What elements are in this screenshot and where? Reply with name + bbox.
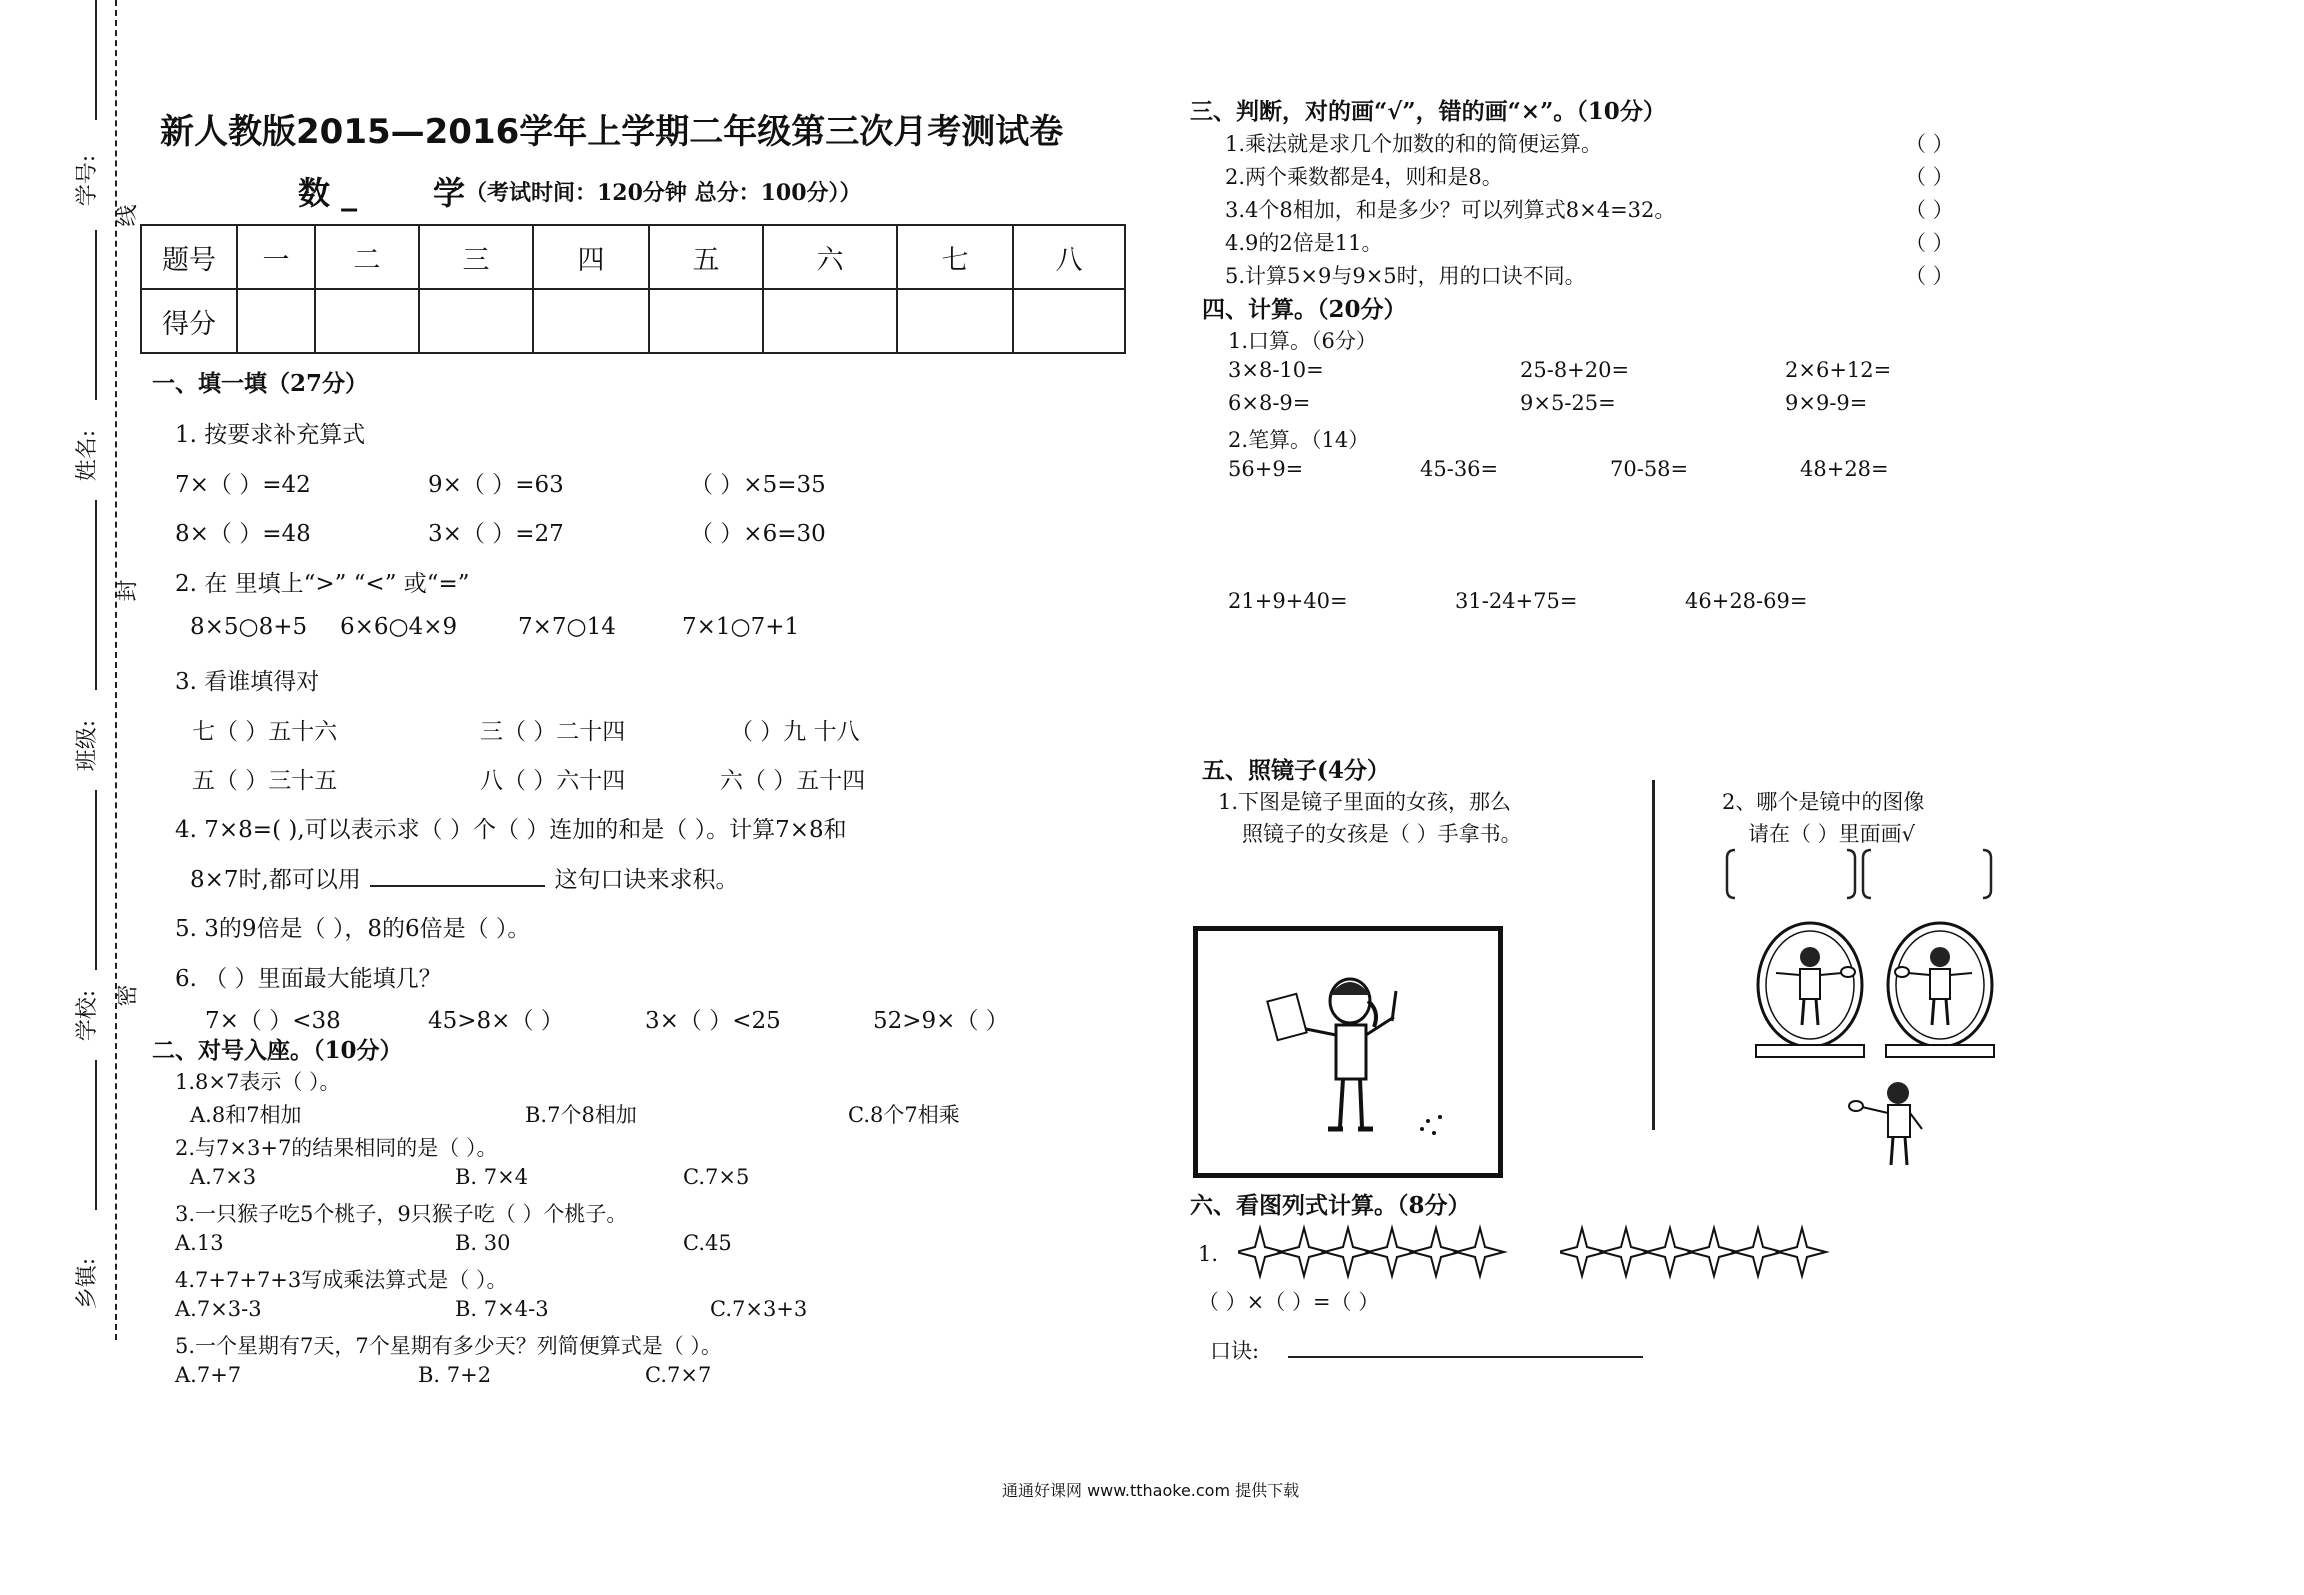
mirrors-boy-illustration (1750, 915, 2020, 1175)
s1-q1-item: 8×（ ）=48 (175, 521, 311, 547)
s4-oral-item: 2×6+12= (1785, 358, 1892, 382)
mirror-right-icon (1886, 923, 1994, 1057)
s1-q1-item: （ ）×6=30 (690, 521, 826, 547)
score-cell[interactable] (315, 289, 419, 353)
s4-sub1: 1.口算。（6分） (1228, 329, 1377, 353)
section-5-title: 五、照镜子(4分） (1202, 757, 1390, 784)
s4-written-item: 56+9= (1228, 457, 1304, 481)
score-row-label: 得分 (141, 289, 237, 353)
s1-q3-item: 六（ ）五十四 (720, 768, 866, 794)
score-col-2: 二 (315, 225, 419, 289)
s4-oral-item: 6×8-9= (1228, 391, 1311, 415)
margin-underline-4 (95, 790, 97, 970)
score-table (140, 224, 1126, 354)
score-col-8: 八 (1013, 225, 1125, 289)
margin-label-class: 班级: (75, 719, 101, 772)
s6-stars-group-2 (1560, 1224, 1830, 1280)
mirror-girl-frame (1193, 926, 1503, 1178)
star-icon (1456, 1228, 1504, 1276)
s2-q5-opt-b: B. 7+2 (418, 1363, 492, 1387)
s4-oral-item: 9×9-9= (1785, 391, 1868, 415)
s3-item-3: 3.4个8相加，和是多少？可以列算式8×4=32。 (1225, 198, 1676, 222)
s1-q4-blank[interactable] (370, 865, 545, 887)
s4-oral-item: 3×8-10= (1228, 358, 1324, 382)
s1-q2-item: 6×6○4×9 (340, 614, 458, 640)
margin-underline-1 (95, 0, 97, 120)
s2-q1: 1.8×7表示（ ）。 (175, 1070, 341, 1094)
s2-q5: 5.一个星期有7天，7个星期有多少天？列简便算式是（ ）。 (175, 1334, 722, 1358)
score-row-label: 题号 (141, 225, 237, 289)
s5-q1-line1: 1.下图是镜子里面的女孩，那么 (1218, 790, 1512, 814)
girl-with-book-illustration (1198, 931, 1498, 1173)
s2-q3-opt-c: C.45 (683, 1231, 732, 1255)
section-2-title: 二、对号入座。（10分） (152, 1037, 403, 1064)
margin-label-school: 学校: (75, 989, 101, 1042)
seal-char-feng: 封 (115, 579, 141, 602)
s1-q3-item: 三（ ）二十四 (480, 719, 626, 745)
seal-char-xian: 线 (115, 204, 141, 227)
s2-q2-opt-a: A.7×3 (190, 1165, 257, 1189)
s1-q1-item: 9×（ ）=63 (428, 472, 564, 498)
margin-underline-2 (95, 230, 97, 400)
mirror-left-icon (1756, 923, 1864, 1057)
s6-koujue-underline[interactable] (1288, 1356, 1643, 1358)
s4-written-item: 70-58= (1610, 457, 1689, 481)
s1-q3-item: 八（ ）六十四 (480, 768, 626, 794)
subject-left: 数 _ (298, 174, 358, 212)
s3-answer-paren-3[interactable]: （ ） (1905, 198, 1954, 222)
score-cell[interactable] (1013, 289, 1125, 353)
s4-sub2: 2.笔算。（14） (1228, 428, 1370, 452)
s1-q6-item: 52>9×（ ） (873, 1008, 1009, 1034)
s2-q2-opt-b: B. 7×4 (455, 1165, 529, 1189)
margin-label-name: 姓名: (75, 429, 101, 482)
margin-label-student-id: 学号: (75, 154, 101, 207)
s2-q3-opt-a: A.13 (175, 1231, 224, 1255)
s5-answer-brackets[interactable] (1725, 846, 1995, 902)
s1-q3: 3. 看谁填得对 (175, 669, 320, 695)
score-col-4: 四 (533, 225, 649, 289)
s2-q5-opt-a: A.7+7 (175, 1363, 242, 1387)
s1-q4-line1: 4. 7×8=( ),可以表示求（ ）个（ ）连加的和是（ ）。计算7×8和 (175, 817, 847, 843)
s2-q2: 2.与7×3+7的结果相同的是（ ）。 (175, 1136, 498, 1160)
s5-divider (1652, 780, 1655, 1130)
s1-q2-item: 7×7○14 (518, 614, 616, 640)
s5-q1-line2: 照镜子的女孩是（ ）手拿书。 (1242, 822, 1522, 846)
s1-q3-item: （ ）九 十八 (730, 719, 860, 745)
score-cell[interactable] (533, 289, 649, 353)
seal-char-mi: 密 (115, 984, 141, 1007)
score-cell[interactable] (763, 289, 897, 353)
section-6-title: 六、看图列式计算。（8分） (1190, 1192, 1471, 1219)
s6-question-number: 1. (1198, 1242, 1219, 1266)
score-col-1: 一 (237, 225, 315, 289)
s5-q2-line2: 请在（ ）里面画√ (1748, 822, 1916, 846)
s4-written-item: 45-36= (1420, 457, 1499, 481)
score-col-7: 七 (897, 225, 1013, 289)
s2-q1-opt-b: B.7个8相加 (525, 1103, 637, 1127)
score-cell[interactable] (237, 289, 315, 353)
s1-q6-item: 3×（ ）<25 (645, 1008, 781, 1034)
s2-q4-opt-c: C.7×3+3 (710, 1297, 808, 1321)
score-cell[interactable] (649, 289, 763, 353)
s2-q1-opt-a: A.8和7相加 (190, 1103, 302, 1127)
score-col-3: 三 (419, 225, 533, 289)
s2-q4-opt-b: B. 7×4-3 (455, 1297, 549, 1321)
section-1-title: 一、填一填（27分） (152, 370, 369, 397)
s1-q1: 1. 按要求补充算式 (175, 422, 366, 448)
s4-oral-item: 25-8+20= (1520, 358, 1630, 382)
s1-q2: 2. 在 里填上“>” “<” 或“=” (175, 571, 470, 597)
s2-q4: 4.7+7+7+3写成乘法算式是（ ）。 (175, 1268, 508, 1292)
s3-item-2: 2.两个乘数都是4，则和是8。 (1225, 165, 1503, 189)
s6-stars-group-1 (1238, 1224, 1508, 1280)
s4-written-item: 31-24+75= (1455, 589, 1578, 613)
s3-answer-paren-4[interactable]: （ ） (1905, 231, 1954, 255)
s1-q2-item: 7×1○7+1 (682, 614, 800, 640)
s1-q3-item: 五（ ）三十五 (192, 768, 338, 794)
s1-q1-item: （ ）×5=35 (690, 472, 826, 498)
s4-written-item: 48+28= (1800, 457, 1889, 481)
s6-koujue-label: 口诀: (1210, 1339, 1260, 1363)
margin-label-town: 乡镇: (75, 1257, 101, 1310)
s3-item-1: 1.乘法就是求几个加数的和的简便运算。 (1225, 132, 1603, 156)
s1-q3-item: 七（ ）五十六 (192, 719, 338, 745)
s1-q4-line2 (190, 861, 738, 894)
binding-line (115, 0, 117, 1340)
s1-q6: 6. （ ）里面最大能填几？ (175, 966, 442, 992)
exam-title: 新人教版2015—2016学年上学期二年级第三次月考测试卷 (160, 112, 1064, 152)
s2-q4-opt-a: A.7×3-3 (175, 1297, 262, 1321)
score-col-5: 五 (649, 225, 763, 289)
s2-q3-opt-b: B. 30 (455, 1231, 511, 1255)
star-icon (1778, 1228, 1826, 1276)
s3-item-5: 5.计算5×9与9×5时，用的口诀不同。 (1225, 264, 1586, 288)
s1-q4-line2-post: 这句口诀来求积。 (554, 867, 739, 893)
s4-oral-item: 9×5-25= (1520, 391, 1616, 415)
s2-q3: 3.一只猴子吃5个桃子，9只猴子吃（ ）个桃子。 (175, 1202, 628, 1226)
s3-answer-paren-1[interactable]: （ ） (1905, 132, 1954, 156)
margin-underline-3 (95, 500, 97, 690)
score-col-6: 六 (763, 225, 897, 289)
score-cell[interactable] (419, 289, 533, 353)
s1-q6-item: 7×（ ）<38 (205, 1008, 341, 1034)
s2-q2-opt-c: C.7×5 (683, 1165, 750, 1189)
score-table-header-row (141, 225, 1125, 289)
footer-watermark: 通通好课网 www.tthaoke.com 提供下载 (1002, 1481, 1300, 1500)
subject-right: 学 (433, 174, 466, 212)
score-table-score-row (141, 289, 1125, 353)
s4-written-item: 21+9+40= (1228, 589, 1348, 613)
s1-q6-item: 45>8×（ ） (428, 1008, 564, 1034)
s5-q2-line1: 2、哪个是镜中的图像 (1722, 790, 1925, 814)
s3-item-4: 4.9的2倍是11。 (1225, 231, 1383, 255)
s3-answer-paren-5[interactable]: （ ） (1905, 264, 1954, 288)
s1-q1-item: 7×（ ）=42 (175, 472, 311, 498)
section-4-title: 四、计算。（20分） (1202, 296, 1407, 323)
margin-underline-5 (95, 1060, 97, 1210)
boy-icon (1849, 1082, 1922, 1165)
s3-answer-paren-2[interactable]: （ ） (1905, 165, 1954, 189)
score-cell[interactable] (897, 289, 1013, 353)
s1-q1-item: 3×（ ）=27 (428, 521, 564, 547)
exam-info: （考试时间：120分钟 总分：100分）） (465, 180, 862, 206)
s2-q5-opt-c: C.7×7 (645, 1363, 712, 1387)
section-3-title: 三、判断，对的画“√”，错的画“×”。（10分） (1190, 98, 1666, 125)
s2-q1-opt-c: C.8个7相乘 (848, 1103, 960, 1127)
s1-q2-item: 8×5○8+5 (190, 614, 308, 640)
s6-formula[interactable]: （ ）×（ ）=（ ） (1198, 1290, 1380, 1314)
s1-q5: 5. 3的9倍是（ ），8的6倍是（ ）。 (175, 916, 531, 942)
s4-written-item: 46+28-69= (1685, 589, 1808, 613)
s1-q4-line2-pre: 8×7时,都可以用 (190, 867, 361, 893)
